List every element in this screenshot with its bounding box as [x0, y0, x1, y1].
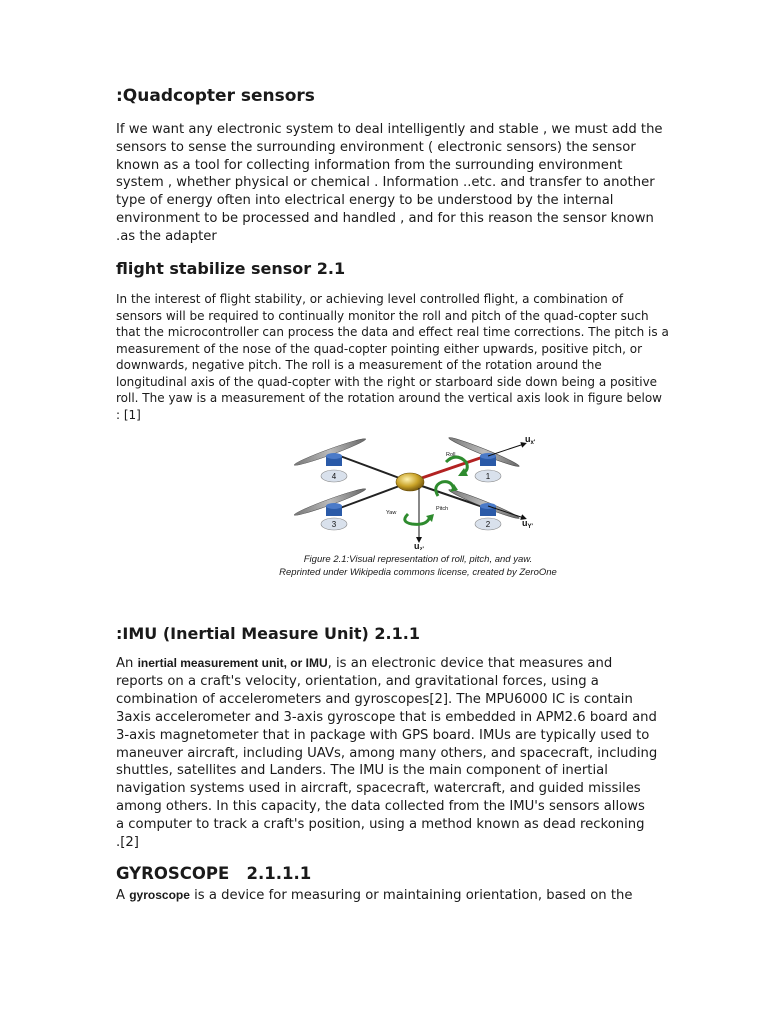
motor-4-label: 4 [331, 472, 337, 481]
text-line: maneuver aircraft, including UAVs, among many others, and spacecraft, including [116, 745, 658, 761]
figure-caption [200, 554, 636, 579]
text-line: If we want any electronic system to deal intelligently and stable , we must add the [116, 122, 663, 137]
text-line: sensors will be required to continually monitor the roll and pitch of the quad-copter such [116, 308, 649, 323]
paragraph-gyroscope [116, 886, 716, 905]
text-line: measurement of the nose of the quad-copter pointing either upwards, positive pitch, or [116, 341, 643, 356]
imu-intro-bold: inertial measurement unit, or IMU [137, 656, 328, 670]
axis-uz-sub: z' [419, 547, 424, 550]
text-line: type of energy often into electrical energy to be understood by the internal [116, 193, 614, 209]
text-line: roll. The yaw is a measurement of the rotation around the vertical axis look in figure below [116, 391, 662, 405]
heading-quadcopter-sensors: :Quadcopter sensors [116, 86, 315, 106]
text-line: combination of accelerometers and gyroscopes[2]. The MPU6000 IC is contain [116, 691, 633, 707]
text-line: : [1] [116, 407, 141, 422]
caption-line-1: Figure 2.1:Visual representation of roll, pitch, and yaw. [303, 554, 533, 565]
text-line [116, 886, 716, 905]
text-line: shuttles, satellites and Landers. The IMU is the main component of inertial [116, 763, 608, 779]
gyro-intro-rest: is a device for measuring or maintaining orientation, based on the [189, 888, 633, 903]
text-line: .as the adapter [116, 228, 217, 244]
axis-uz-letter: u [414, 541, 420, 550]
axis-ux-sub: x' [530, 440, 536, 446]
hub-body [396, 473, 424, 491]
axis-uz-label [414, 541, 425, 550]
text-line: 3axis accelerometer and 3-axis gyroscope that is embedded in APM2.6 board and [116, 709, 657, 725]
axis-uy-sub: Y' [527, 524, 533, 530]
motor-3-label: 3 [331, 520, 337, 529]
text-line: .[2] [116, 835, 139, 851]
text-line: In the interest of flight stability, or achieving level controlled flight, a combination of [116, 292, 624, 306]
gyro-intro-prefix: A [116, 888, 130, 903]
text-line: system , whether physical or chemical . Information ..etc. and transfer to another [116, 175, 655, 191]
axis-ux-label [525, 434, 536, 446]
motor-1-label: 1 [485, 472, 491, 481]
quadcopter-figure [288, 432, 548, 550]
text-line [116, 655, 716, 673]
text-line: reports on a craft's velocity, orientation, and gravitational forces, using a [116, 673, 599, 689]
paragraph-sensors-intro [116, 121, 716, 246]
axis-uy-letter: u [522, 518, 528, 528]
text-line: environment to be processed and handled , and for this reason the sensor known [116, 210, 654, 226]
paragraph-flight-stability [116, 291, 716, 423]
yaw-label: Yaw [386, 510, 397, 516]
text-line: downwards, negative pitch. The roll is a measurement of the rotation around the [116, 358, 602, 372]
text-line: a computer to track a craft's position, using a method known as dead reckoning [116, 817, 645, 833]
text-line: known as a tool for collecting information from the surrounding environment [116, 157, 623, 173]
roll-label: Roll [446, 452, 456, 458]
motor-2-label: 2 [485, 520, 491, 529]
imu-intro-prefix: An [116, 656, 138, 671]
text-line: navigation systems used in aircraft, spacecraft, watercraft, and guided missiles [116, 781, 641, 797]
axis-ux-letter: u [525, 434, 531, 444]
text-line: that the microcontroller can process the data and effect real time corrections. The pitch is a [116, 325, 669, 339]
text-line: sensors to sense the surrounding environment ( electronic sensors) the sensor [116, 139, 636, 155]
imu-intro-rest: , is an electronic device that measures and [327, 656, 613, 671]
axis-uy-label [522, 518, 534, 530]
text-line: longitudinal axis of the quad-copter with the right or starboard side down being a positive [116, 374, 658, 389]
heading-gyroscope: GYROSCOPE 2.1.1.1 [116, 864, 312, 883]
heading-flight-stabilize-sensor: flight stabilize sensor 2.1 [116, 259, 346, 278]
gyro-intro-bold: gyroscope [129, 888, 190, 902]
text-line: among others. In this capacity, the data collected from the IMU's sensors allows [116, 799, 645, 815]
pitch-label: Pitch [436, 506, 449, 512]
text-line: 3-axis magnetometer that in package with GPS board. IMUs are typically used to [116, 727, 650, 743]
caption-line-2: Reprinted under Wikipedia commons license, created by ZeroOne [279, 566, 557, 578]
heading-imu: :IMU (Inertial Measure Unit) 2.1.1 [116, 624, 420, 643]
paragraph-imu [116, 655, 716, 852]
